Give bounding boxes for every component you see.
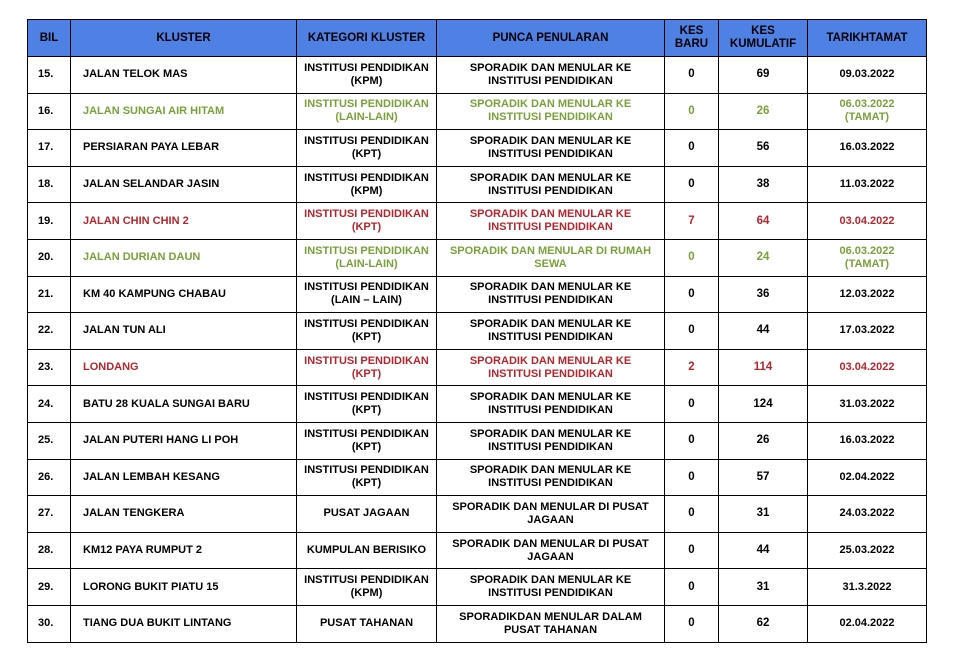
cell-kategori: INSTITUSI PENDIDIKAN (KPT) (297, 422, 437, 459)
cell-kategori: INSTITUSI PENDIDIKAN (KPT) (297, 386, 437, 423)
cell-kes-baru: 0 (665, 386, 719, 423)
header-kes-kumulatif: KES KUMULATIF (719, 20, 808, 57)
cell-tarikh: 03.04.2022 (808, 349, 927, 386)
cell-punca: SPORADIK DAN MENULAR KE INSTITUSI PENDIDIKAN (437, 569, 665, 606)
cell-tarikh: 03.04.2022 (808, 203, 927, 240)
cell-kes-kumulatif: 24 (719, 239, 808, 276)
cell-bil: 26. (28, 459, 71, 496)
cell-bil: 23. (28, 349, 71, 386)
cell-punca: SPORADIK DAN MENULAR DI RUMAH SEWA (437, 239, 665, 276)
cell-kes-kumulatif: 31 (719, 496, 808, 533)
cell-punca: SPORADIK DAN MENULAR KE INSTITUSI PENDIDIKAN (437, 57, 665, 94)
cell-kes-baru: 0 (665, 496, 719, 533)
cell-tarikh: 16.03.2022 (808, 422, 927, 459)
cell-bil: 28. (28, 532, 71, 569)
header-punca: PUNCA PENULARAN (437, 20, 665, 57)
cell-kluster: KM12 PAYA RUMPUT 2 (71, 532, 297, 569)
table-row (28, 532, 927, 569)
cell-kes-kumulatif: 124 (719, 386, 808, 423)
cell-bil: 20. (28, 239, 71, 276)
table-row (28, 569, 927, 606)
cell-kes-kumulatif: 56 (719, 130, 808, 167)
cell-kes-baru: 0 (665, 605, 719, 642)
cluster-table-sheet (27, 19, 927, 643)
cell-bil: 18. (28, 166, 71, 203)
cell-tarikh: 16.03.2022 (808, 130, 927, 167)
cell-bil: 29. (28, 569, 71, 606)
cell-tarikh: 02.04.2022 (808, 459, 927, 496)
cell-kes-kumulatif: 64 (719, 203, 808, 240)
cell-kluster: JALAN LEMBAH KESANG (71, 459, 297, 496)
cell-kes-kumulatif: 44 (719, 313, 808, 350)
table-row (28, 422, 927, 459)
cell-kes-baru: 0 (665, 422, 719, 459)
header-kategori: KATEGORI KLUSTER (297, 20, 437, 57)
table-row (28, 239, 927, 276)
table-row (28, 386, 927, 423)
cell-bil: 25. (28, 422, 71, 459)
cell-kluster: KM 40 KAMPUNG CHABAU (71, 276, 297, 313)
header-row (28, 20, 927, 57)
cell-kes-kumulatif: 57 (719, 459, 808, 496)
cell-kluster: PERSIARAN PAYA LEBAR (71, 130, 297, 167)
cell-kes-baru: 0 (665, 166, 719, 203)
cell-kluster: JALAN PUTERI HANG LI POH (71, 422, 297, 459)
header-tarikh: TARIKHTAMAT (808, 20, 927, 57)
header-bil: BIL (28, 20, 71, 57)
cell-kes-kumulatif: 38 (719, 166, 808, 203)
cell-kluster: JALAN CHIN CHIN 2 (71, 203, 297, 240)
cell-punca: SPORADIK DAN MENULAR KE INSTITUSI PENDIDIKAN (437, 93, 665, 130)
table-row (28, 496, 927, 533)
cell-kes-baru: 7 (665, 203, 719, 240)
table-row (28, 203, 927, 240)
cell-kategori: INSTITUSI PENDIDIKAN (LAIN-LAIN) (297, 239, 437, 276)
cell-punca: SPORADIKDAN MENULAR DALAM PUSAT TAHANAN (437, 605, 665, 642)
cell-kategori: KUMPULAN BERISIKO (297, 532, 437, 569)
cell-kategori: PUSAT TAHANAN (297, 605, 437, 642)
cell-kategori: INSTITUSI PENDIDIKAN (KPT) (297, 349, 437, 386)
cell-kluster: JALAN DURIAN DAUN (71, 239, 297, 276)
cell-kluster: JALAN TELOK MAS (71, 57, 297, 94)
cell-punca: SPORADIK DAN MENULAR KE INSTITUSI PENDIDIKAN (437, 422, 665, 459)
cell-kes-baru: 0 (665, 276, 719, 313)
cell-tarikh: 17.03.2022 (808, 313, 927, 350)
header-kes-baru: KES BARU (665, 20, 719, 57)
cell-tarikh: 12.03.2022 (808, 276, 927, 313)
cell-kategori: INSTITUSI PENDIDIKAN (KPT) (297, 203, 437, 240)
cell-kes-kumulatif: 62 (719, 605, 808, 642)
cell-kluster: BATU 28 KUALA SUNGAI BARU (71, 386, 297, 423)
cell-punca: SPORADIK DAN MENULAR KE INSTITUSI PENDIDIKAN (437, 459, 665, 496)
cluster-table (27, 19, 927, 643)
cell-bil: 22. (28, 313, 71, 350)
cell-tarikh: 31.03.2022 (808, 386, 927, 423)
table-row (28, 57, 927, 94)
table-row (28, 166, 927, 203)
cell-kluster: JALAN SELANDAR JASIN (71, 166, 297, 203)
cell-kes-kumulatif: 69 (719, 57, 808, 94)
cell-kes-kumulatif: 26 (719, 93, 808, 130)
cell-tarikh: 25.03.2022 (808, 532, 927, 569)
cell-punca: SPORADIK DAN MENULAR DI PUSAT JAGAAN (437, 532, 665, 569)
cell-kategori: INSTITUSI PENDIDIKAN (LAIN-LAIN) (297, 93, 437, 130)
cell-kes-baru: 0 (665, 239, 719, 276)
cell-punca: SPORADIK DAN MENULAR KE INSTITUSI PENDIDIKAN (437, 130, 665, 167)
table-header (28, 20, 927, 57)
cell-kes-baru: 0 (665, 459, 719, 496)
table-row (28, 459, 927, 496)
cell-kategori: INSTITUSI PENDIDIKAN (LAIN – LAIN) (297, 276, 437, 313)
cell-punca: SPORADIK DAN MENULAR KE INSTITUSI PENDIDIKAN (437, 386, 665, 423)
cell-kes-baru: 2 (665, 349, 719, 386)
cell-kes-kumulatif: 114 (719, 349, 808, 386)
cell-tarikh: 24.03.2022 (808, 496, 927, 533)
cell-kluster: JALAN TUN ALI (71, 313, 297, 350)
cell-punca: SPORADIK DAN MENULAR KE INSTITUSI PENDIDIKAN (437, 349, 665, 386)
cell-kes-baru: 0 (665, 313, 719, 350)
cell-kluster: TIANG DUA BUKIT LINTANG (71, 605, 297, 642)
cell-tarikh: 09.03.2022 (808, 57, 927, 94)
cell-kes-kumulatif: 26 (719, 422, 808, 459)
cell-kes-baru: 0 (665, 57, 719, 94)
cell-punca: SPORADIK DAN MENULAR KE INSTITUSI PENDIDIKAN (437, 313, 665, 350)
cell-bil: 30. (28, 605, 71, 642)
cell-tarikh: 31.3.2022 (808, 569, 927, 606)
cell-kes-baru: 0 (665, 130, 719, 167)
cell-punca: SPORADIK DAN MENULAR KE INSTITUSI PENDIDIKAN (437, 276, 665, 313)
cell-kategori: INSTITUSI PENDIDIKAN (KPT) (297, 459, 437, 496)
cell-kategori: INSTITUSI PENDIDIKAN (KPM) (297, 569, 437, 606)
cell-punca: SPORADIK DAN MENULAR DI PUSAT JAGAAN (437, 496, 665, 533)
cell-kluster: LONDANG (71, 349, 297, 386)
cell-bil: 19. (28, 203, 71, 240)
cell-kategori: INSTITUSI PENDIDIKAN (KPT) (297, 130, 437, 167)
cell-kes-kumulatif: 36 (719, 276, 808, 313)
cell-kategori: INSTITUSI PENDIDIKAN (KPT) (297, 313, 437, 350)
table-row (28, 349, 927, 386)
cell-tarikh: 06.03.2022 (TAMAT) (808, 239, 927, 276)
cell-tarikh: 02.04.2022 (808, 605, 927, 642)
cell-kes-baru: 0 (665, 93, 719, 130)
cell-punca: SPORADIK DAN MENULAR KE INSTITUSI PENDIDIKAN (437, 166, 665, 203)
cell-kes-kumulatif: 44 (719, 532, 808, 569)
cell-kategori: INSTITUSI PENDIDIKAN (KPM) (297, 57, 437, 94)
table-row (28, 130, 927, 167)
cell-punca: SPORADIK DAN MENULAR KE INSTITUSI PENDIDIKAN (437, 203, 665, 240)
cell-kategori: PUSAT JAGAAN (297, 496, 437, 533)
cell-bil: 21. (28, 276, 71, 313)
cell-bil: 27. (28, 496, 71, 533)
cell-kes-kumulatif: 31 (719, 569, 808, 606)
cell-bil: 15. (28, 57, 71, 94)
cell-bil: 24. (28, 386, 71, 423)
table-row (28, 93, 927, 130)
table-row (28, 605, 927, 642)
table-row (28, 276, 927, 313)
cell-bil: 17. (28, 130, 71, 167)
table-row (28, 313, 927, 350)
cell-bil: 16. (28, 93, 71, 130)
table-body (28, 57, 927, 643)
cell-tarikh: 06.03.2022 (TAMAT) (808, 93, 927, 130)
cell-kes-baru: 0 (665, 569, 719, 606)
cell-kluster: LORONG BUKIT PIATU 15 (71, 569, 297, 606)
cell-tarikh: 11.03.2022 (808, 166, 927, 203)
cell-kategori: INSTITUSI PENDIDIKAN (KPM) (297, 166, 437, 203)
cell-kluster: JALAN TENGKERA (71, 496, 297, 533)
header-kluster: KLUSTER (71, 20, 297, 57)
cell-kluster: JALAN SUNGAI AIR HITAM (71, 93, 297, 130)
cell-kes-baru: 0 (665, 532, 719, 569)
